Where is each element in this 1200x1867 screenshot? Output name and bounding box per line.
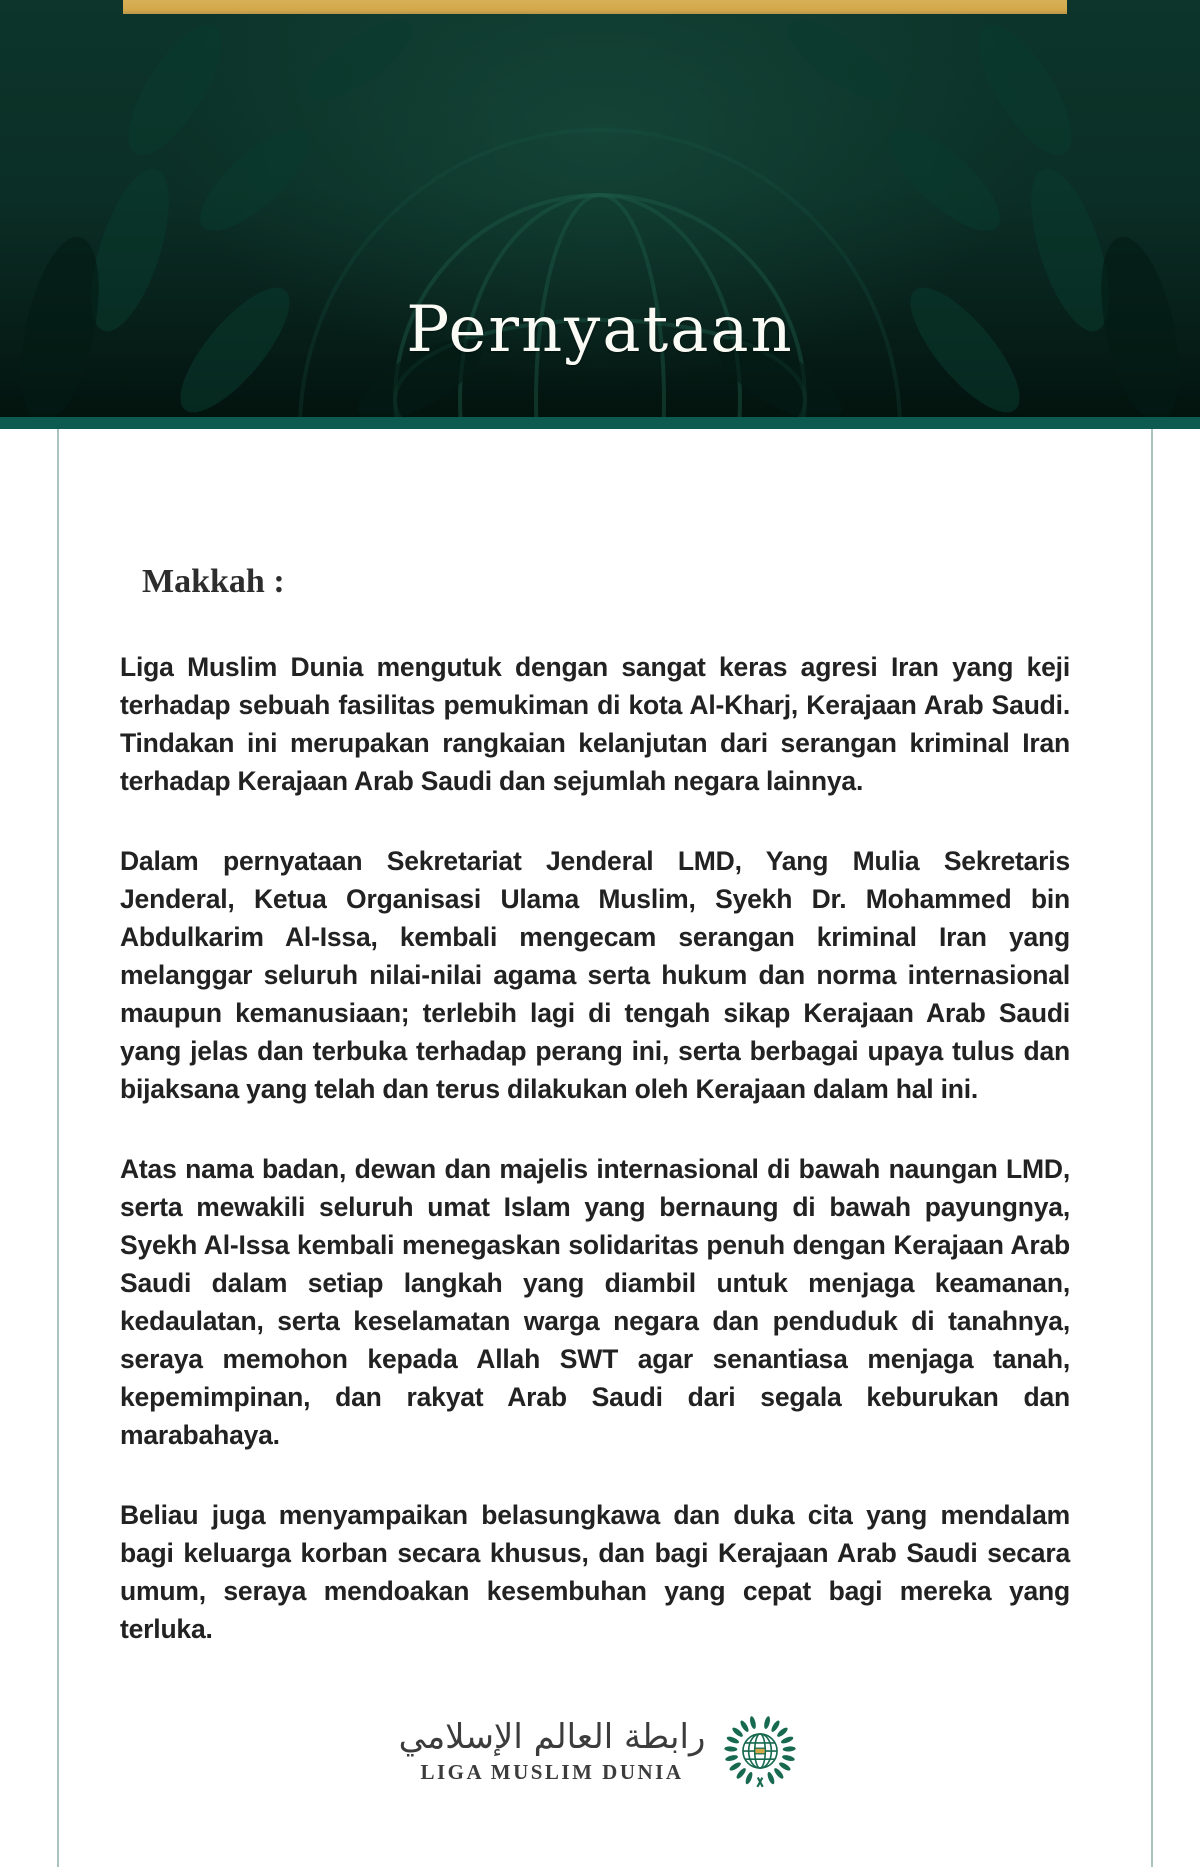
logo-block	[0, 1712, 1200, 1790]
left-border-line	[57, 429, 59, 1867]
statement-paragraph-2: Dalam pernyataan Sekretariat Jenderal LMD, Yang Mulia Sekretaris Jenderal, Ketua Organisasi Ulama Muslim, Syekh Dr. Mohammed bin Abdulkarim Al-Issa, kembali mengecam serangan kriminal Iran yang melanggar seluruh nilai-nilai agama serta hukum dan norma internasional maupun kemanusiaan; terlebih lagi di tengah sikap Kerajaan Arab Saudi yang jelas dan terbuka terhadap perang ini, serta berbagai upaya tulus dan bijaksana yang telah dan terus dilakukan oleh Kerajaan dalam hal ini.	[120, 846, 1070, 1104]
right-border-line	[1151, 429, 1153, 1867]
mwl-emblem-icon	[719, 1712, 801, 1790]
dateline-heading: Makkah :	[142, 563, 285, 600]
gold-accent-bar	[123, 0, 1067, 14]
statement-paragraph-1: Liga Muslim Dunia mengutuk dengan sangat keras agresi Iran yang keji terhadap sebuah fasilitas pemukiman di kota Al-Kharj, Kerajaan Arab Saudi. Tindakan ini merupakan rangkaian kelanjutan dari serangan kriminal Iran terhadap Kerajaan Arab Saudi dan sejumlah negara lainnya.	[120, 652, 1070, 796]
divider-band	[0, 417, 1200, 429]
logo-organization-name: LIGA MUSLIM DUNIA	[420, 1759, 684, 1784]
document-body	[0, 429, 1200, 1867]
statement-paragraph-4: Beliau juga menyampaikan belasungkawa dan duka cita yang mendalam bagi keluarga korban secara khusus, dan bagi Kerajaan Arab Saudi secara umum, seraya mendoakan kesembuhan yang cepat bagi mereka yang terluka.	[120, 1500, 1070, 1644]
header	[0, 0, 1200, 417]
logo-arabic-calligraphy: رابطة العالم الإسلامي	[398, 1717, 706, 1758]
logo-text	[399, 1717, 706, 1785]
page-title: Pernyataan	[406, 293, 794, 367]
statement-paragraph-3: Atas nama badan, dewan dan majelis internasional di bawah naungan LMD, serta mewakili seluruh umat Islam yang bernaung di bawah payungnya, Syekh Al-Issa kembali menegaskan solidaritas penuh dengan Kerajaan Arab Saudi dalam setiap langkah yang diambil untuk menjaga keamanan, kedaulatan, serta keselamatan warga negara dan penduduk di tanahnya, seraya memohon kepada Allah SWT agar senantiasa menjaga tanah, kepemimpinan, dan rakyat Arab Saudi dari segala keburukan dan marabahaya.	[120, 1154, 1070, 1450]
